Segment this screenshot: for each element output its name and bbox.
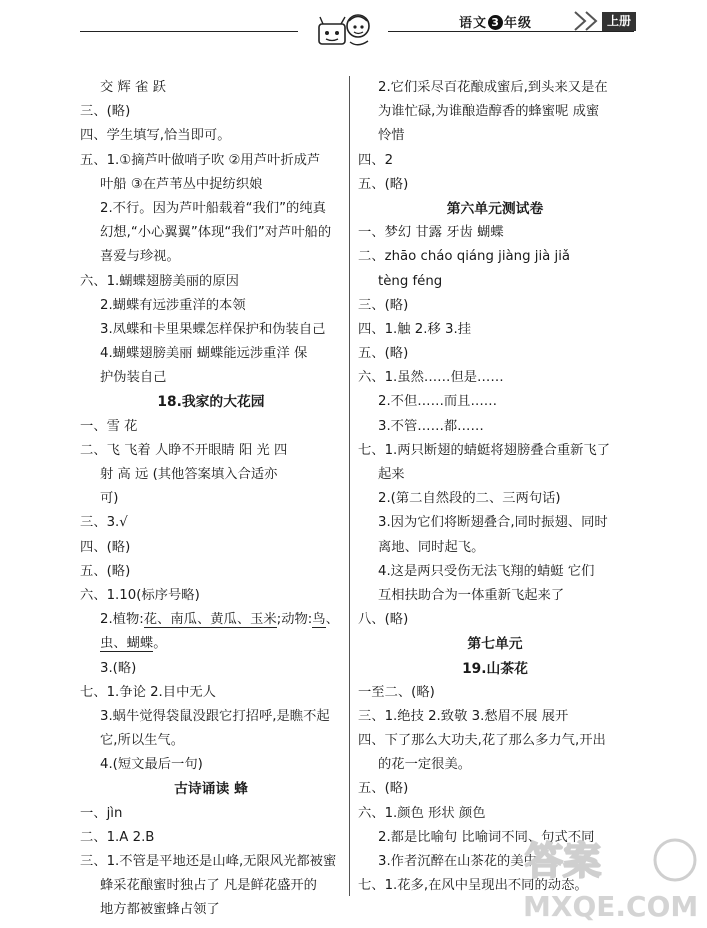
- answer-line: 六、1.10(标序号略): [80, 587, 200, 603]
- column-divider: [349, 76, 350, 896]
- answer-line: 三、(略): [358, 297, 409, 313]
- answer-line: 一、梦幻 甘露 牙齿 蝴蝶: [358, 225, 504, 241]
- answer-line: 三、(略): [80, 104, 131, 120]
- answer-line: 二、zhāo cháo qiáng jiàng jià jiǎ: [358, 249, 571, 265]
- section-title: 第七单元: [467, 636, 523, 653]
- answer-line: 3.(略): [100, 660, 137, 676]
- answer-line: 可): [100, 491, 119, 507]
- answer-line: 离地、同时起飞。: [378, 539, 485, 555]
- header-rule-left: [80, 31, 298, 32]
- answer-line: 六、1.蝴蝶翅膀美丽的原因: [80, 273, 239, 289]
- answer-line: 二、飞 飞着 人睁不开眼睛 阳 光 四: [80, 442, 288, 458]
- answer-line: 的花一定很美。: [378, 757, 472, 773]
- section-title: 18.我家的大花园: [157, 394, 265, 411]
- answer-line: 起来: [378, 467, 405, 482]
- svg-text:答案: 答案: [525, 839, 602, 883]
- page-header: [0, 0, 707, 56]
- answer-line: 射 高 远 (其他答案填入合适亦: [100, 467, 278, 482]
- answer-line: 2.不但……而且……: [378, 394, 498, 410]
- answer-line: 互相扶助合为一体重新飞起来了: [378, 587, 565, 603]
- answer-line: 五、(略): [358, 781, 409, 797]
- svg-text:MXQE.COM: MXQE.COM: [523, 890, 699, 923]
- right-column: [358, 76, 632, 898]
- grade-suffix-text: 年级: [504, 16, 533, 31]
- double-chevron-icon: [572, 10, 602, 32]
- answer-line: 3.因为它们将断翅叠合,同时振翅、同时: [378, 515, 608, 531]
- left-column: [80, 76, 342, 923]
- answer-line: 三、3.√: [80, 515, 128, 531]
- answer-line: 为谁忙碌,为谁酿造醇香的蜂蜜呢 成蜜: [378, 104, 600, 120]
- answer-line: 幻想,“小心翼翼”体现“我们”对芦叶船的: [100, 225, 332, 241]
- answer-line: 3.凤蝶和卡里果蝶怎样保护和伪装自己: [100, 321, 326, 337]
- answer-line: 3.蜗牛觉得袋鼠没跟它打招呼,是瞧不起: [100, 708, 330, 724]
- answer-line: 2.蝴蝶有远涉重洋的本领: [100, 297, 246, 313]
- answer-line: tèng féng: [378, 273, 443, 289]
- answer-line: 一、雪 花: [80, 418, 138, 434]
- answer-line: 2.都是比喻句 比喻词不同、句式不同: [378, 829, 595, 845]
- answer-line: 四、2: [358, 152, 394, 168]
- answer-line: 护伪装自己: [100, 370, 167, 386]
- volume-badge: 上册: [602, 12, 636, 31]
- answer-line: 4.这是两只受伤无法飞翔的蜻蜓 它们: [378, 563, 595, 579]
- answer-line: 交 辉 雀 跃: [100, 80, 166, 95]
- watermark-logo: [505, 826, 705, 926]
- answer-line: 一、jìn: [80, 805, 123, 821]
- answer-line: 3.作者沉醉在山茶花的美中: [378, 854, 537, 869]
- answer-line: 八、(略): [358, 612, 409, 628]
- answer-line: 它,所以生气。: [100, 733, 185, 749]
- answer-line: 4.蝴蝶翅膀美丽 蝴蝶能远涉重洋 保: [100, 346, 308, 362]
- answer-line: 四、(略): [80, 539, 131, 555]
- section-title: 19.山茶花: [462, 660, 528, 677]
- answer-line: 一至二、(略): [358, 684, 435, 700]
- answer-line: 3.不管……都……: [378, 418, 484, 434]
- answer-line: 四、1.触 2.移 3.挂: [358, 321, 471, 337]
- subject-text: 语文: [459, 16, 488, 31]
- answer-line: 4.(短文最后一句): [100, 757, 203, 773]
- answer-line: 喜爱与珍视。: [100, 249, 180, 265]
- answer-line: 七、1.争论 2.目中无人: [80, 684, 216, 700]
- answer-line: 七、1.花多,在风中呈现出不同的动态。: [358, 878, 588, 894]
- section-title: 古诗诵读 蜂: [174, 781, 248, 798]
- answer-line: 怜惜: [378, 128, 405, 144]
- answer-line: 三、1.不管是平地还是山峰,无限风光都被蜜: [80, 854, 337, 869]
- answer-line: 2.植物:花、南瓜、黄瓜、玉米;动物:鸟、: [100, 612, 339, 628]
- answer-line: 五、(略): [80, 563, 131, 579]
- answer-line: 2.不行。因为芦叶船载着“我们”的纯真: [100, 200, 326, 216]
- answer-line: 虫、蝴蝶。: [100, 636, 167, 652]
- mascot-illustration-icon: [310, 8, 380, 52]
- answer-line: 七、1.两只断翅的蜻蜓将翅膀叠合重新飞了: [358, 442, 611, 458]
- answer-line: 2.它们采尽百花酿成蜜后,到头来又是在: [378, 80, 608, 95]
- answer-line: 四、下了那么大功夫,花了那么多力气,开出: [358, 733, 606, 749]
- answer-line: 三、1.绝技 2.致敬 3.愁眉不展 展开: [358, 708, 569, 724]
- answer-line: 叶船 ③在芦苇丛中捉纺织娘: [100, 176, 263, 192]
- answer-line: 蜂采花酿蜜时独占了 凡是鲜花盛开的: [100, 878, 317, 894]
- answer-line: 地方都被蜜蜂占领了: [100, 902, 220, 918]
- section-title: 第六单元测试卷: [446, 200, 544, 217]
- answer-line: 六、1.虽然……但是……: [358, 370, 504, 386]
- answer-line: 四、学生填写,恰当即可。: [80, 128, 231, 144]
- subject-grade-label: [459, 12, 532, 31]
- answer-line: 六、1.颜色 形状 颜色: [358, 805, 486, 821]
- answer-line: 二、1.A 2.B: [80, 829, 155, 845]
- answer-line: 五、(略): [358, 346, 409, 362]
- answer-line: 2.(第二自然段的二、三两句话): [378, 491, 561, 507]
- grade-number-badge: 3: [488, 15, 503, 30]
- answer-line: 五、1.①摘芦叶做哨子吹 ②用芦叶折成芦: [80, 152, 321, 168]
- answer-line: 五、(略): [358, 176, 409, 192]
